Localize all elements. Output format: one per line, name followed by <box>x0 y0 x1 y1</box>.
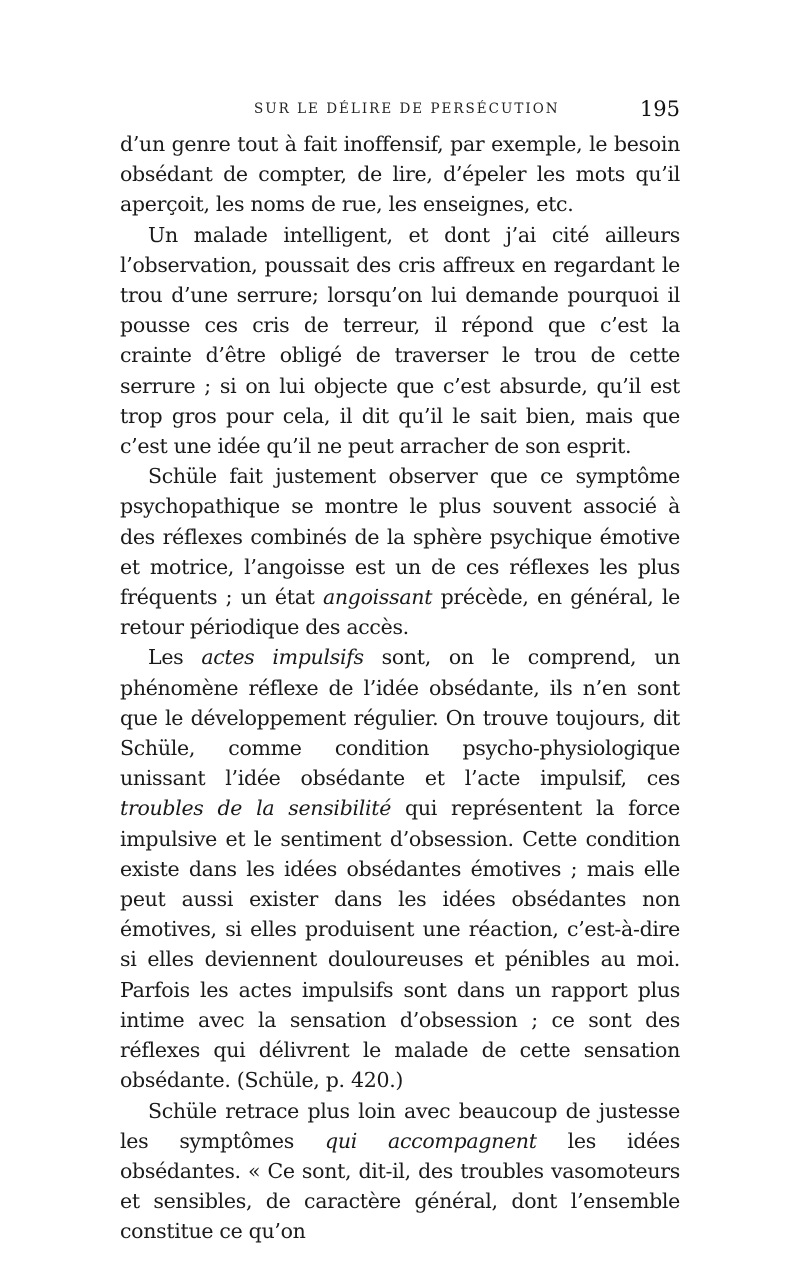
paragraph-3-emphasis: angoissant <box>322 585 433 610</box>
paragraph-2 <box>120 220 680 462</box>
page-number: 195 <box>639 97 680 121</box>
body-text <box>120 129 680 1247</box>
paragraph-3-text-end: précède, en général, le retour périodique des accès. <box>120 585 680 640</box>
paragraph-5-emphasis: qui accompagnent <box>325 1128 537 1153</box>
paragraph-4-text-b: sont, on le comprend, un phénomène réflexe de l’idée obsédante, ils n’en sont que le développement régulier. On trouve toujours, dit Schüle, comme condition psycho-physiologique unissant l’idée obsédante et l’acte impulsif, ces <box>120 645 680 791</box>
page-header <box>120 94 680 124</box>
paragraph-1-text: d’un genre tout à fait inoffensif, par exemple, le besoin obsédant de compter, de lire, d’épeler les mots qu’il aperçoit, les noms de rue, les enseignes, etc. <box>120 132 680 217</box>
paragraph-2-text: Un malade intelligent, et dont j’ai cité ailleurs l’observation, poussait des cris affreux en regardant le trou d’une serrure; lorsqu’on lui demande pourquoi il pousse ces cris de terreur, il répond que c’est la crainte d’être obligé de traverser le trou de cette serrure ; si on lui objecte que c’est absurde, qu’il est trop gros pour cela, il dit qu’il le sait bien, mais que c’est une idée qu’il ne peut arracher de son esprit. <box>120 222 680 459</box>
paragraph-5-text-end: les idées obsédantes. « Ce sont, dit-il, des troubles vasomoteurs et sensibles, de caractère général, dont l’ensemble constitue ce qu’on <box>120 1128 680 1244</box>
paragraph-4-text-c: qui représentent la force impulsive et le sentiment d’obsession. Cette condition existe dans les idées obsédantes émotives ; mais elle peut aussi exister dans les idées obsédantes non émotives, si elles produisent une réaction, c’est-à-dire si elles deviennent douloureuses et pénibles au moi. Parfois les actes impulsifs sont dans un rapport plus intime avec la sensation d’obsession ; ce sont des réflexes qui délivrent le malade de cette sensation obsédante. (Schüle, p. 420.) <box>120 796 680 1093</box>
paragraph-4-emphasis-b: troubles de la sensibilité <box>120 796 392 821</box>
paragraph-5 <box>120 1096 680 1247</box>
paragraph-4-emphasis-a: actes impulsifs <box>201 645 364 670</box>
paragraph-1 <box>120 129 680 220</box>
paragraph-3 <box>120 461 680 642</box>
running-title: SUR LE DÉLIRE DE PERSÉCUTION <box>254 101 560 117</box>
paragraph-4-text-a: Les <box>148 645 202 670</box>
paragraph-3-text: Schüle fait justement observer que ce symptôme psychopathique se montre le plus souvent associé à des réflexes combinés de la sphère psychique émotive et motrice, l’angoisse est un de ces réflexes les plus fréquents ; un état <box>120 464 680 610</box>
paragraph-5-text: Schüle retrace plus loin avec beaucoup de justesse les symptômes <box>120 1098 680 1153</box>
paragraph-4 <box>120 642 680 1095</box>
